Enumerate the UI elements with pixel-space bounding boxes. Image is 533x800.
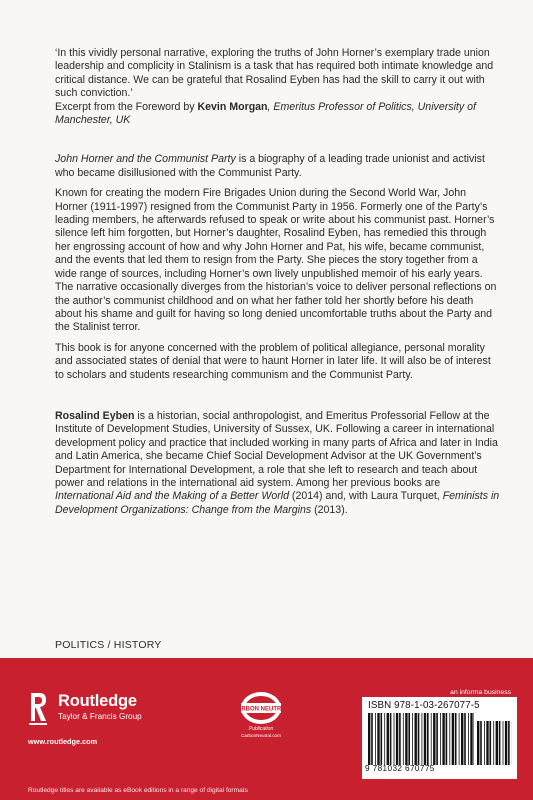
author-name: Rosalind Eyben: [55, 409, 135, 422]
isbn-label: ISBN 978-1-03-267077-5: [368, 700, 480, 711]
informa-tagline: an informa business: [450, 689, 511, 696]
blurb-paragraph-1: John Horner and the Communist Party is a biography of a leading trade unionist and activist who became disillusioned with the Communist Party.: [55, 153, 485, 179]
quote-attribution: [55, 101, 500, 128]
quote-author: Kevin Morgan: [197, 100, 268, 113]
publisher-group: Taylor & Francis Group: [58, 712, 142, 721]
routledge-logo-icon: [28, 691, 48, 727]
publisher-name: Routledge: [58, 692, 137, 710]
carbon-neutral-line2: CarbonNeutral.com: [241, 733, 281, 738]
book-title: John Horner and the Communist Party: [55, 153, 236, 166]
subject-category: POLITICS / HISTORY: [55, 639, 162, 651]
isbn-barcode-box: [362, 697, 517, 779]
excerpt-prefix: Excerpt from the Foreword by: [55, 100, 198, 113]
ean-barcode-icon: [368, 713, 474, 765]
blurb-paragraph-3: This book is for anyone concerned with the problem of political allegiance, personal morality and associated states of denial that were to haunt Horner in later life. It will also be of interest to scholars and students researching communism and the Communist Party.: [55, 341, 491, 381]
foreword-quote: ‘In this vividly personal narrative, exploring the truths of John Horner’s exemplary trade union leadership and complicity in Stalinism is a task that has required both intimate knowledge and critical distance. We can be grateful that Rosalind Eyben has had the skill to carry it out with such conviction.’: [55, 47, 494, 100]
book-title-1: International Aid and the Making of a Better World: [55, 490, 289, 503]
publisher-url: www.routledge.com: [28, 737, 98, 746]
barcode-number: 9 781032 670775: [365, 764, 435, 773]
carbon-neutral-line1: Publication: [248, 726, 274, 732]
back-cover-text: [55, 47, 500, 517]
book-title-2: Feminists in Development Organizations: Change from the Margins: [55, 490, 500, 516]
barcode-addon-icon: [477, 721, 512, 765]
author-bio: Rosalind Eyben is a historian, social anthropologist, and Emeritus Professorial Fellow at the Institute of Development Studies, University of Sussex, UK. Following a career in international development policy and practice that included working in many parts of Africa and later in India and Latin America, she became Chief Social Development Advisor at the UK Government’s Department for International Development, a role that she left to research and teach about power and relations in the international aid system. Among her previous books are International Aid and the Making of a Better World (2014) and, with Laura Turquet, Feminists in Development Organizations: Change from the Margins (2013).: [55, 409, 500, 516]
blurb-paragraph-2: Known for creating the modern Fire Brigades Union during the Second World War, John Horner (1911-1997) resigned from the Communist Party in 1956. Formerly one of the Party’s leading members, he afterwards refused to speak or write about his communist past. Horner’s silence left him forgotten, but Horner’s daughter, Rosalind Eyben, has remedied this through her engrossing account of how and why John Horner and Pat, his wife, became communist, and the events that led them to resign from the Party. She pieces the story together from a wide range of sources, including Horner’s own lively unpublished memoir of his early years. The narrative occasionally diverges from the historian’s voice to deliver personal reflections on the author’s communist childhood and on what her father told her shortly before his death about his shame and guilt for having so long denied uncomfortable truths about the Party and the Stalinist terror.: [55, 187, 497, 334]
ebook-note: Routledge titles are available as eBook editions in a range of digital formats: [28, 787, 248, 794]
quote-author-title: , Emeritus Professor of Politics, University of Manchester, UK: [55, 100, 476, 127]
carbon-neutral-badge-text: CARBON NEUTRAL: [232, 706, 290, 713]
